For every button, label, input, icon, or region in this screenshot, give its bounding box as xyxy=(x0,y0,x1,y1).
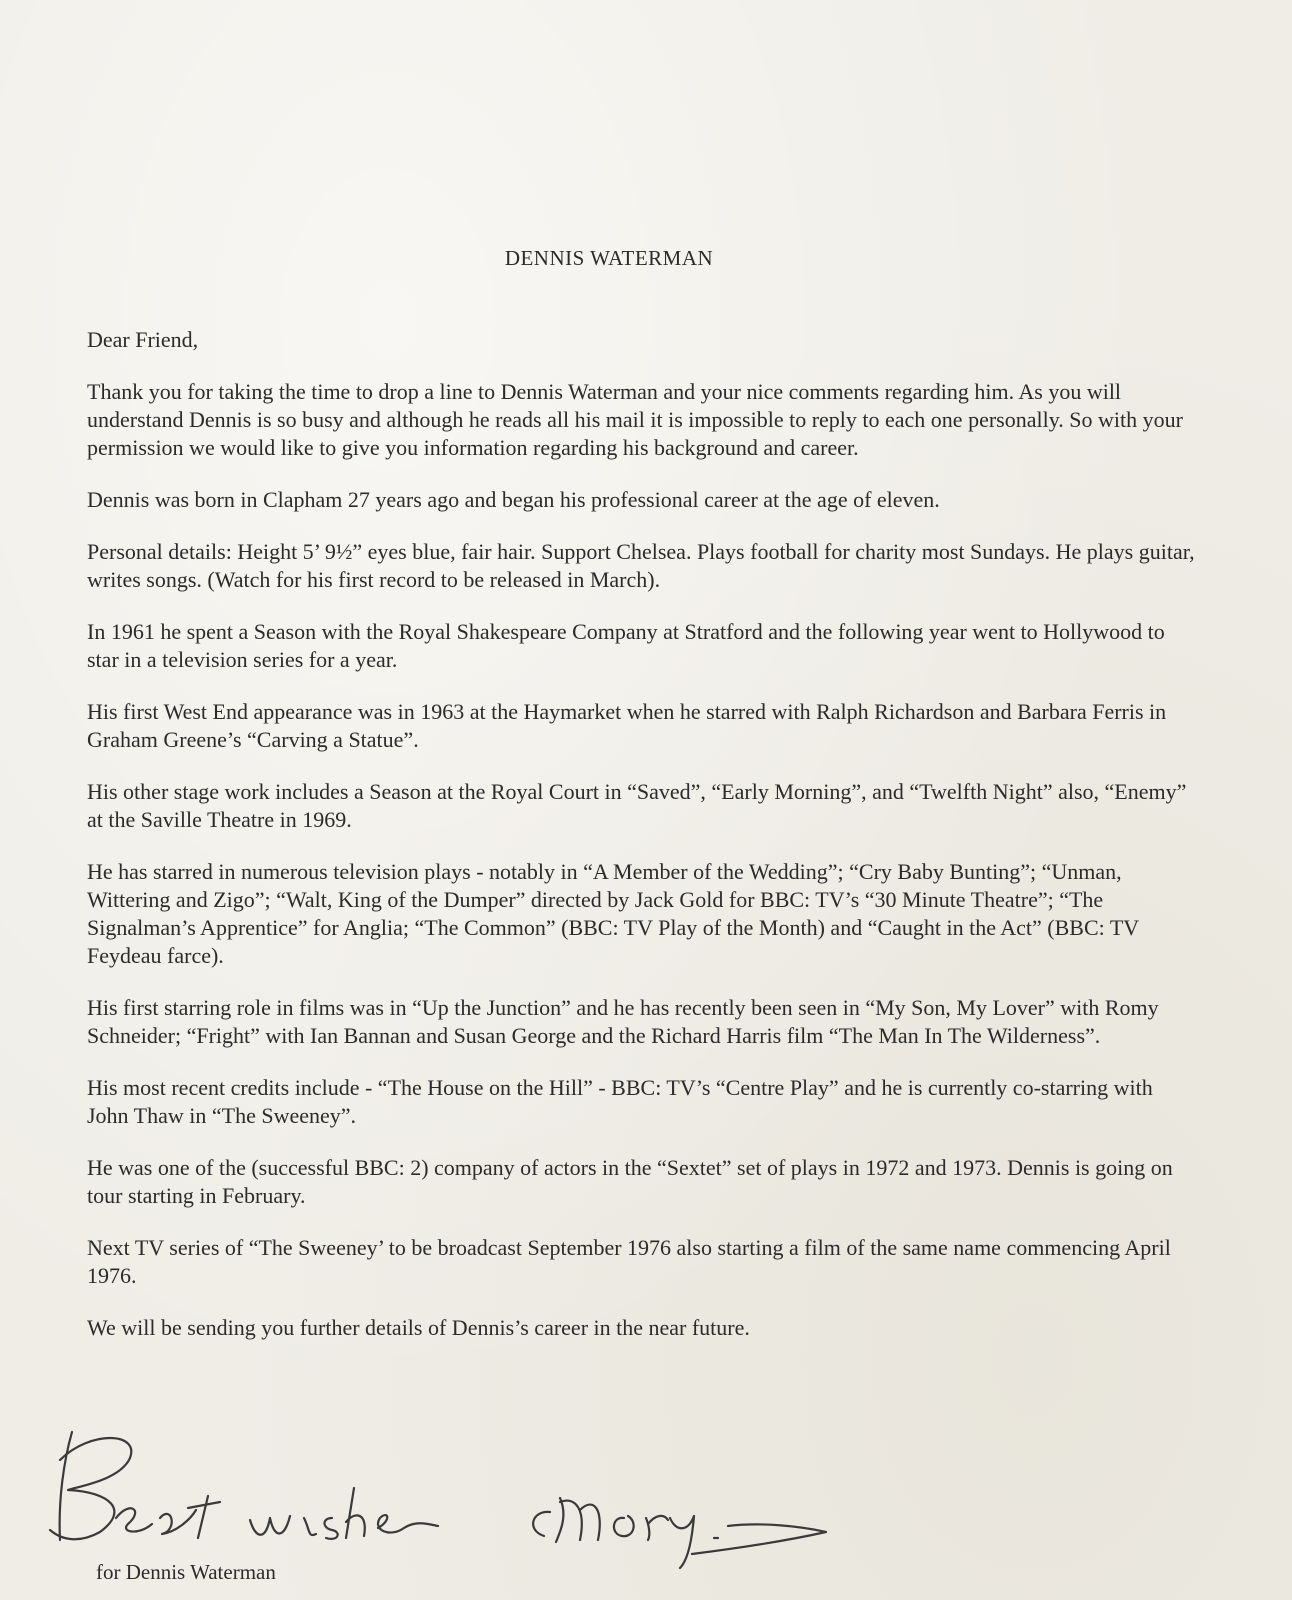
paragraph-west-end: His first West End appearance was in 1963 at the Haymarket when he starred with Ralph Richardson and Barbara Ferris in Graham Greene’s “Carving a Statue”. xyxy=(87,699,1167,752)
paragraph-birth: Dennis was born in Clapham 27 years ago and began his professional career at the age of eleven. xyxy=(87,487,940,512)
paragraph-television: He has starred in numerous television plays - notably in “A Member of the Wedding”; “Cry Baby Bunting”; “Unman, Wittering and Zigo”; “Walt, King of the Dumper” directed by Jack Gold for BBC: TV’s “30 Minute Theatre”; “The Signalman’s Apprentice” for Anglia; “The Common” (BBC: TV Play of the Month) and “Caught in the Act” (BBC: TV Feydeau farce). xyxy=(87,859,1139,968)
greeting: Dear Friend, xyxy=(87,327,199,352)
paragraph-personal-details: Personal details: Height 5’ 9½” eyes blue, fair hair. Support Chelsea. Plays football for charity most Sundays. He plays guitar, writes songs. (Watch for his first record to be released in March). xyxy=(87,539,1195,592)
paragraph-recent-credits: His most recent credits include - “The House on the Hill” - BBC: TV’s “Centre Play” and he is currently co-starring with John Thaw in “The Sweeney”. xyxy=(87,1075,1153,1128)
letter-title: DENNIS WATERMAN xyxy=(504,246,714,270)
paragraph-films: His first starring role in films was in “Up the Junction” and he has recently been seen in “My Son, My Lover” with Romy Schneider; “Fright” with Ian Bannan and Susan George and the Richard Harris film “The Man In The Wilderness”. xyxy=(87,995,1159,1048)
signoff: for Dennis Waterman xyxy=(96,1560,276,1584)
signature-text xyxy=(0,0,1,1)
paragraph-stage-work: His other stage work includes a Season at the Royal Court in “Saved”, “Early Morning”, and “Twelfth Night” also, “Enemy” at the Saville Theatre in 1969. xyxy=(87,779,1187,832)
paragraph-sextet: He was one of the (successful BBC: 2) company of actors in the “Sextet” set of plays in 1972 and 1973. Dennis is going on tour starting in February. xyxy=(87,1155,1173,1208)
paragraph-next-series: Next TV series of “The Sweeney’ to be broadcast September 1976 also starting a film of the same name commencing April 1976. xyxy=(87,1235,1171,1288)
closing-line: We will be sending you further details of Dennis’s career in the near future. xyxy=(87,1315,750,1340)
paragraph-1961: In 1961 he spent a Season with the Royal Shakespeare Company at Stratford and the following year went to Hollywood to star in a television series for a year. xyxy=(87,619,1165,672)
letter-body xyxy=(87,326,1197,1342)
paragraph-intro: Thank you for taking the time to drop a line to Dennis Waterman and your nice comments regarding him. As you will understand Dennis is so busy and although he reads all his mail it is impossible to reply to each one personally. So with your permission we would like to give you information regarding his background and career. xyxy=(87,379,1183,460)
handwritten-signature xyxy=(20,1400,860,1570)
